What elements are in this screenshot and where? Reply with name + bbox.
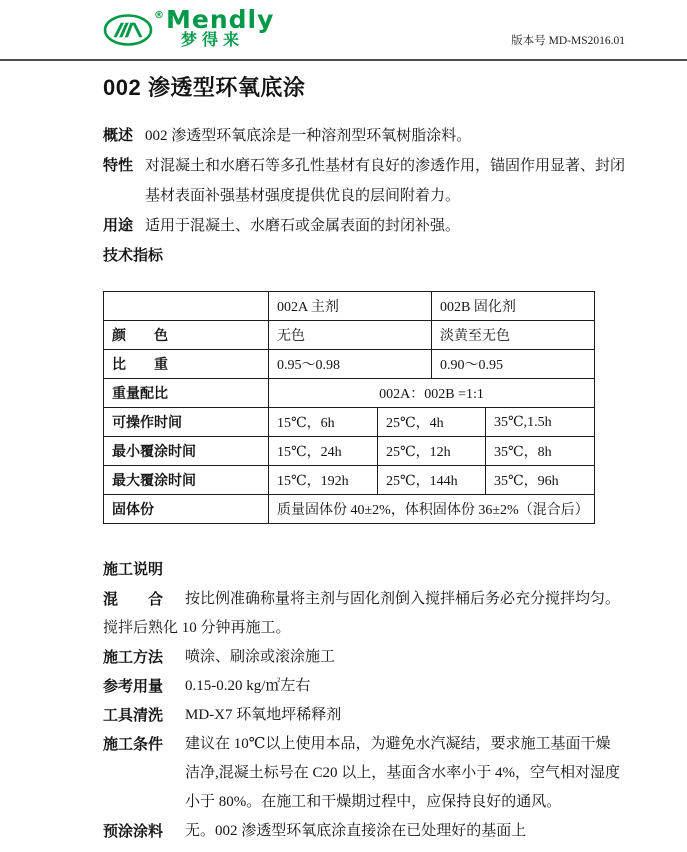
page-title: 002 渗透型环氧底涂 (103, 75, 306, 100)
overview-label: 概述 (103, 127, 134, 144)
row-label-max-recoat: 最大覆涂时间 (104, 466, 269, 495)
overview-section (103, 121, 642, 151)
table-row-min-recoat (104, 437, 595, 466)
cell-solids-value: 质量固体份 40±2%，体积固体份 36±2%（混合后） (269, 495, 595, 524)
dosage-label: 参考用量 (103, 678, 164, 695)
row-label-ratio: 重量配比 (104, 379, 269, 408)
cell-gravity-a: 0.95～0.98 (269, 350, 432, 379)
table-row-header (104, 292, 595, 321)
cell-ratio-value: 002A：002B =1:1 (269, 379, 595, 408)
cell-gravity-b: 0.90～0.95 (432, 350, 595, 379)
dosage-text: 0.15-0.20 kg/㎡左右 (185, 678, 311, 694)
row-label-solids: 固体份 (104, 495, 269, 524)
cell-color-b: 淡黄至无色 (432, 321, 595, 350)
cleaning-label: 工具清洗 (103, 707, 164, 724)
cell-min-recoat-35c: 35℃，8h (486, 437, 595, 466)
conditions-text (185, 730, 642, 817)
brand-wordmark (166, 5, 275, 49)
precoat-section (103, 817, 642, 846)
mixing-text: 按比例准确称量将主剂与固化剂倒入搅拌桶后务必充分搅拌均匀。 (185, 591, 621, 607)
conditions-line-1: 建议在 10℃以上使用本品，为避免水汽凝结，要求施工基面干燥 (185, 736, 611, 752)
cell-component-a: 002A 主剂 (269, 292, 432, 321)
tech-specs-table (103, 291, 595, 524)
conditions-label: 施工条件 (103, 736, 164, 753)
mixing-label: 混 合 (103, 591, 164, 608)
mixing-continued-text: 搅拌后熟化 10 分钟再施工。 (103, 620, 291, 636)
cell-blank (104, 292, 269, 321)
method-label: 施工方法 (103, 649, 164, 666)
tech-specs-heading: 技术指标 (103, 247, 164, 264)
conditions-section (103, 730, 642, 817)
method-section (103, 643, 642, 672)
page-header (0, 0, 687, 61)
precoat-text: 无。002 渗透型环氧底涂直接涂在已处理好的基面上 (185, 823, 527, 839)
features-section (103, 151, 642, 211)
mixing-section (103, 585, 642, 614)
conditions-line-2: 洁净,混凝土标号在 C20 以上，基面含水率小于 4%，空气相对湿度 (185, 765, 621, 781)
cleaning-text: MD-X7 环氧地坪稀释剂 (185, 707, 342, 723)
cleaning-section (103, 701, 642, 730)
features-label: 特性 (103, 157, 134, 174)
row-label-color: 颜 色 (104, 321, 269, 350)
overview-text: 002 渗透型环氧底涂是一种溶剂型环氧树脂涂料。 (145, 128, 472, 144)
features-text (145, 151, 642, 211)
cell-min-recoat-25c: 25℃，12h (378, 437, 486, 466)
usage-text: 适用于混凝土、水磨石或金属表面的封闭补强。 (145, 218, 461, 234)
row-label-min-recoat: 最小覆涂时间 (104, 437, 269, 466)
cell-max-recoat-25c: 25℃，144h (378, 466, 486, 495)
brand-name-cn: 梦得来 (181, 30, 245, 49)
brand-logo (103, 5, 275, 49)
row-label-pot-life: 可操作时间 (104, 408, 269, 437)
version-number: 版本号 MD-MS2016.01 (511, 35, 625, 47)
cell-pot-life-25c: 25℃，4h (378, 408, 486, 437)
brand-name-en: Mendly (166, 5, 275, 34)
table-row-pot-life (104, 408, 595, 437)
mendly-m-ellipse-icon (103, 13, 153, 47)
features-line-1: 对混凝土和水磨石等多孔性基材有良好的渗透作用，锚固作用显著、封闭 (145, 158, 626, 174)
cell-max-recoat-35c: 35℃，96h (486, 466, 595, 495)
row-label-gravity: 比 重 (104, 350, 269, 379)
cell-min-recoat-15c: 15℃，24h (269, 437, 378, 466)
features-line-2: 基材表面补强基材强度提供优良的层间附着力。 (145, 188, 461, 204)
usage-label: 用途 (103, 217, 134, 234)
conditions-line-3: 小于 80%。在施工和干燥期过程中，应保持良好的通风。 (185, 794, 562, 810)
table-row-solids (104, 495, 595, 524)
method-text: 喷涂、刷涂或滚涂施工 (185, 649, 336, 665)
cell-component-b: 002B 固化剂 (432, 292, 595, 321)
construction-heading: 施工说明 (103, 561, 164, 578)
table-row-max-recoat (104, 466, 595, 495)
usage-section (103, 211, 642, 241)
table-row-ratio (104, 379, 595, 408)
registered-mark: ® (154, 10, 164, 21)
document-body (0, 74, 687, 846)
cell-pot-life-15c: 15℃，6h (269, 408, 378, 437)
cell-pot-life-35c: 35℃,1.5h (486, 408, 595, 437)
cell-color-a: 无色 (269, 321, 432, 350)
precoat-label: 预涂涂料 (103, 823, 164, 840)
cell-max-recoat-15c: 15℃，192h (269, 466, 378, 495)
dosage-section (103, 672, 642, 701)
table-row-gravity (104, 350, 595, 379)
table-row-color (104, 321, 595, 350)
